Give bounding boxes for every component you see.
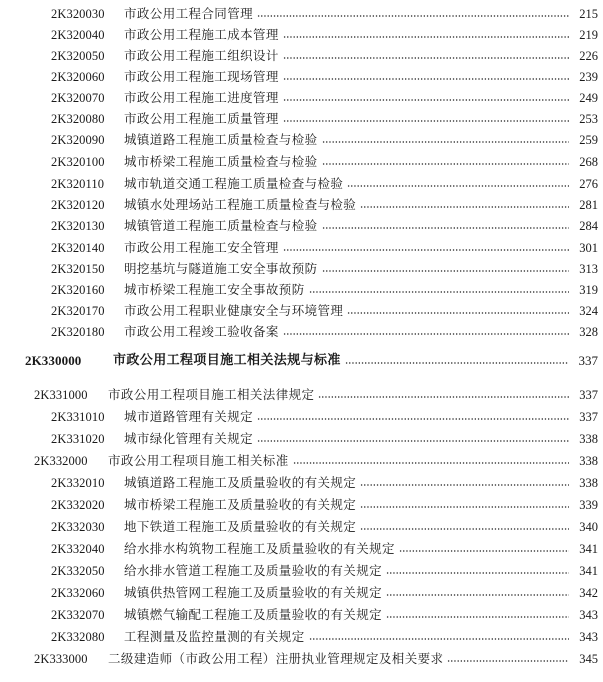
section-title: 市政公用工程职业健康安全与环境管理 bbox=[124, 303, 344, 318]
dot-leader bbox=[347, 311, 569, 315]
section-title: 市政公用工程施工进度管理 bbox=[124, 90, 279, 105]
page-number: 226 bbox=[579, 49, 598, 63]
page-number: 341 bbox=[579, 542, 598, 556]
section-code: 2K320030 bbox=[51, 7, 105, 21]
section-title: 城市桥梁工程施工质量检查与检验 bbox=[124, 154, 318, 169]
dot-leader bbox=[347, 184, 569, 188]
section-code: 2K332020 bbox=[51, 498, 105, 512]
page-number: 319 bbox=[579, 283, 598, 297]
toc-entry bbox=[0, 322, 603, 342]
section-code: 2K332050 bbox=[51, 564, 105, 578]
toc-entry bbox=[0, 67, 603, 87]
dot-leader bbox=[322, 140, 569, 144]
section-code: 2K320140 bbox=[51, 241, 105, 255]
page-number: 337 bbox=[579, 410, 598, 424]
dot-leader bbox=[283, 248, 569, 252]
section-code: 2K320110 bbox=[51, 177, 105, 191]
section-code: 2K320070 bbox=[51, 91, 105, 105]
toc-entry bbox=[0, 88, 603, 108]
toc-section-heading bbox=[0, 451, 603, 471]
dot-leader bbox=[399, 549, 569, 553]
section-code: 2K332030 bbox=[51, 520, 105, 534]
section-title: 明挖基坑与隧道施工安全事故预防 bbox=[124, 261, 318, 276]
section-title: 城镇供热管网工程施工及质量验收的有关规定 bbox=[124, 585, 383, 600]
page-number: 219 bbox=[579, 28, 598, 42]
dot-leader bbox=[283, 35, 569, 39]
toc-entry bbox=[0, 216, 603, 236]
page-number: 259 bbox=[579, 133, 598, 147]
dot-leader bbox=[309, 290, 569, 294]
page-number: 281 bbox=[579, 198, 598, 212]
dot-leader bbox=[283, 77, 569, 81]
section-code: 2K320150 bbox=[51, 262, 105, 276]
toc-entry bbox=[0, 238, 603, 258]
section-code: 2K320170 bbox=[51, 304, 105, 318]
section-title: 城市道路管理有关规定 bbox=[124, 409, 254, 424]
section-code: 2K320130 bbox=[51, 219, 105, 233]
dot-leader bbox=[257, 439, 569, 443]
dot-leader bbox=[322, 162, 569, 166]
page-number: 343 bbox=[579, 608, 598, 622]
section-title: 给水排水构筑物工程施工及质量验收的有关规定 bbox=[124, 541, 395, 556]
dot-leader bbox=[283, 332, 569, 336]
section-code: 2K320080 bbox=[51, 112, 105, 126]
toc-entry bbox=[0, 195, 603, 215]
section-title: 地下铁道工程施工及质量验收的有关规定 bbox=[124, 519, 357, 534]
dot-leader bbox=[386, 615, 569, 619]
toc-entry bbox=[0, 46, 603, 66]
section-title: 城镇道路工程施工质量检查与检验 bbox=[124, 132, 318, 147]
section-title: 市政公用工程合同管理 bbox=[124, 6, 254, 21]
section-title: 市政公用工程施工组织设计 bbox=[124, 48, 279, 63]
page-number: 328 bbox=[579, 325, 598, 339]
dot-leader bbox=[283, 56, 569, 60]
page-number: 342 bbox=[579, 586, 598, 600]
section-code: 2K320120 bbox=[51, 198, 105, 212]
toc-entry bbox=[0, 517, 603, 537]
toc-entry bbox=[0, 152, 603, 172]
section-code: 2K332010 bbox=[51, 476, 105, 490]
section-title: 城市桥梁工程施工及质量验收的有关规定 bbox=[124, 497, 357, 512]
toc-entry bbox=[0, 605, 603, 625]
page-number: 239 bbox=[579, 70, 598, 84]
toc-entry bbox=[0, 473, 603, 493]
section-code: 2K320090 bbox=[51, 133, 105, 147]
dot-leader bbox=[386, 593, 569, 597]
toc-entry bbox=[0, 561, 603, 581]
dot-leader bbox=[318, 395, 569, 399]
toc-entry bbox=[0, 301, 603, 321]
toc-entry bbox=[0, 539, 603, 559]
page-number: 339 bbox=[579, 498, 598, 512]
toc-entry bbox=[0, 495, 603, 515]
dot-leader bbox=[283, 98, 569, 102]
section-title: 城镇管道工程施工质量检查与检验 bbox=[124, 218, 318, 233]
toc-entry bbox=[0, 130, 603, 150]
page-number: 338 bbox=[579, 454, 598, 468]
section-title: 城市桥梁工程施工安全事故预防 bbox=[124, 282, 305, 297]
section-title: 城镇燃气输配工程施工及质量验收的有关规定 bbox=[124, 607, 383, 622]
page-number: 338 bbox=[579, 432, 598, 446]
section-code: 2K320160 bbox=[51, 283, 105, 297]
section-title: 市政公用工程项目施工相关法规与标准 bbox=[113, 353, 341, 368]
page-number: 276 bbox=[579, 177, 598, 191]
page-number: 337 bbox=[579, 388, 598, 402]
section-title: 市政公用工程施工安全管理 bbox=[124, 240, 279, 255]
dot-leader bbox=[322, 269, 569, 273]
section-code: 2K320060 bbox=[51, 70, 105, 84]
dot-leader bbox=[283, 119, 569, 123]
page-number: 284 bbox=[579, 219, 598, 233]
section-code: 2K332080 bbox=[51, 630, 105, 644]
dot-leader bbox=[360, 205, 569, 209]
section-code: 2K331000 bbox=[34, 388, 88, 402]
page-number: 340 bbox=[579, 520, 598, 534]
section-code: 2K332070 bbox=[51, 608, 105, 622]
section-title: 二级建造师（市政公用工程）注册执业管理规定及相关要求 bbox=[108, 651, 444, 666]
page-number: 268 bbox=[579, 155, 598, 169]
section-code: 2K333000 bbox=[34, 652, 88, 666]
toc-entry bbox=[0, 109, 603, 129]
section-title: 市政公用工程竣工验收备案 bbox=[124, 324, 279, 339]
section-title: 市政公用工程施工成本管理 bbox=[124, 27, 279, 42]
section-code: 2K320100 bbox=[51, 155, 105, 169]
page-number: 345 bbox=[579, 652, 598, 666]
dot-leader bbox=[447, 659, 569, 663]
toc-entry bbox=[0, 4, 603, 24]
section-title: 城市轨道交通工程施工质量检查与检验 bbox=[124, 176, 344, 191]
toc-section-heading bbox=[0, 385, 603, 405]
toc-entry bbox=[0, 25, 603, 45]
toc-entry bbox=[0, 174, 603, 194]
dot-leader bbox=[322, 226, 569, 230]
dot-leader bbox=[257, 14, 569, 18]
section-code: 2K332040 bbox=[51, 542, 105, 556]
toc-entry bbox=[0, 407, 603, 427]
dot-leader bbox=[360, 505, 569, 509]
page-number: 343 bbox=[579, 630, 598, 644]
toc-entry bbox=[0, 259, 603, 279]
page-number: 313 bbox=[579, 262, 598, 276]
page-number: 338 bbox=[579, 476, 598, 490]
section-code: 2K320040 bbox=[51, 28, 105, 42]
toc-entry bbox=[0, 280, 603, 300]
section-code: 2K332060 bbox=[51, 586, 105, 600]
section-title: 城市绿化管理有关规定 bbox=[124, 431, 254, 446]
dot-leader bbox=[293, 461, 569, 465]
dot-leader bbox=[360, 483, 569, 487]
toc-entry bbox=[0, 429, 603, 449]
section-code: 2K320050 bbox=[51, 49, 105, 63]
section-title: 市政公用工程施工现场管理 bbox=[124, 69, 279, 84]
dot-leader bbox=[386, 571, 569, 575]
dot-leader bbox=[360, 527, 569, 531]
page-number: 324 bbox=[579, 304, 598, 318]
section-code: 2K332000 bbox=[34, 454, 88, 468]
dot-leader bbox=[257, 417, 569, 421]
section-title: 城镇道路工程施工及质量验收的有关规定 bbox=[124, 475, 357, 490]
page-number: 337 bbox=[578, 353, 598, 368]
page-number: 301 bbox=[579, 241, 598, 255]
section-title: 工程测量及监控量测的有关规定 bbox=[124, 629, 305, 644]
page-number: 341 bbox=[579, 564, 598, 578]
section-code: 2K330000 bbox=[25, 353, 82, 368]
section-title: 城镇水处理场站工程施工质量检查与检验 bbox=[124, 197, 357, 212]
page-number: 253 bbox=[579, 112, 598, 126]
section-code: 2K320180 bbox=[51, 325, 105, 339]
dot-leader bbox=[345, 361, 569, 365]
page-number: 215 bbox=[579, 7, 598, 21]
dot-leader bbox=[309, 637, 569, 641]
section-title: 市政公用工程项目施工相关法律规定 bbox=[108, 387, 315, 402]
section-code: 2K331020 bbox=[51, 432, 105, 446]
page-number: 249 bbox=[579, 91, 598, 105]
toc-section-heading bbox=[0, 649, 603, 669]
toc-chapter-heading bbox=[0, 351, 603, 371]
section-title: 市政公用工程项目施工相关标准 bbox=[108, 453, 289, 468]
section-code: 2K331010 bbox=[51, 410, 105, 424]
section-title: 给水排水管道工程施工及质量验收的有关规定 bbox=[124, 563, 383, 578]
section-title: 市政公用工程施工质量管理 bbox=[124, 111, 279, 126]
toc-entry bbox=[0, 627, 603, 647]
toc-entry bbox=[0, 583, 603, 603]
